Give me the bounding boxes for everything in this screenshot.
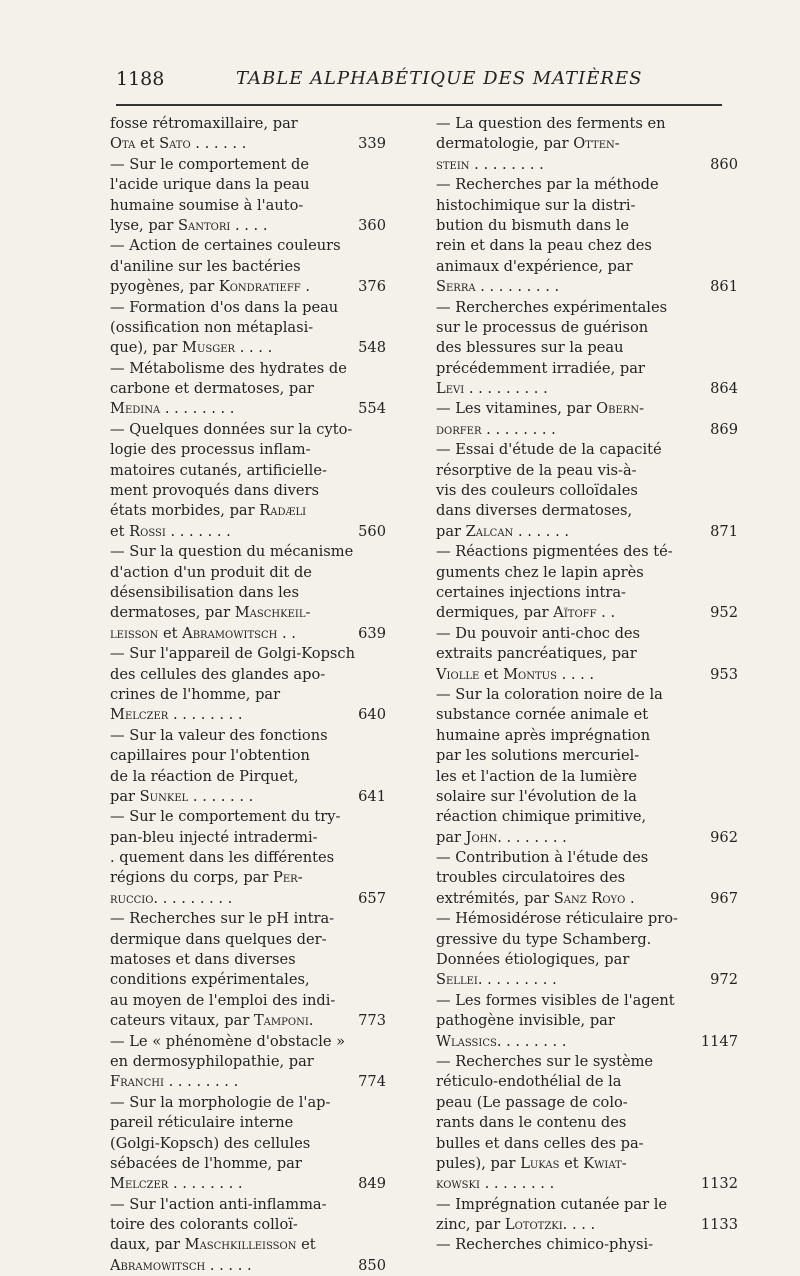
index-entry bbox=[110, 420, 386, 542]
entry-line: fosse rétromaxillaire, par bbox=[110, 115, 298, 132]
entry-line: Franchi . . . . . . . . bbox=[110, 1073, 239, 1091]
entry-line: matoires cutanés, artificielle- bbox=[110, 461, 327, 479]
entry-page-number: 860 bbox=[710, 155, 738, 173]
entry-page-number: 774 bbox=[358, 1073, 386, 1091]
entry-line: extrémités, par Sanz Royo . bbox=[436, 889, 635, 907]
index-entry bbox=[436, 440, 738, 542]
entry-page-number: 554 bbox=[358, 400, 386, 418]
entry-line: Sellei. . . . . . . . . bbox=[436, 971, 557, 989]
entry-line: — La question des ferments en bbox=[436, 115, 666, 132]
entry-line: pules), par Lukas et Kwiat- bbox=[436, 1154, 627, 1172]
entry-line: par John. . . . . . . . bbox=[436, 828, 567, 846]
entry-line: l'acide urique dans la peau bbox=[110, 176, 310, 194]
entry-line: des blessures sur la peau bbox=[436, 339, 624, 357]
entry-line: animaux d'expérience, par bbox=[436, 257, 633, 275]
index-entry bbox=[436, 298, 738, 400]
entry-line: guments chez le lapin après bbox=[436, 563, 644, 581]
entry-line: par Zalcan . . . . . . bbox=[436, 522, 569, 540]
entry-line: — Recherches chimico-physi- bbox=[436, 1236, 654, 1254]
entry-page-number: 1147 bbox=[700, 1032, 738, 1050]
entry-line: rein et dans la peau chez des bbox=[436, 237, 652, 255]
entry-page-number: 861 bbox=[710, 278, 738, 296]
index-entry bbox=[436, 114, 738, 175]
entry-line: (Golgi-Kopsch) des cellules bbox=[110, 1134, 311, 1152]
entry-line: par les solutions mercuriel- bbox=[436, 747, 640, 765]
entry-line: daux, par Maschkilleisson et bbox=[110, 1236, 316, 1254]
entry-line: gressive du type Schamberg. bbox=[436, 930, 652, 948]
entry-page-number: 548 bbox=[358, 339, 386, 357]
entry-line: — Sur la valeur des fonctions bbox=[110, 726, 328, 744]
entry-line: vis des couleurs colloïdales bbox=[436, 482, 638, 500]
index-entry bbox=[436, 175, 738, 297]
index-entry bbox=[436, 1052, 738, 1195]
entry-line: leisson et Abramowitsch . . bbox=[110, 624, 296, 642]
entry-line: cateurs vitaux, par Tamponi. bbox=[110, 1012, 314, 1030]
entry-line: dermiques, par Aïtoff . . bbox=[436, 604, 616, 622]
entry-page-number: 967 bbox=[710, 889, 738, 907]
entry-line: d'action d'un produit dit de bbox=[110, 563, 312, 581]
running-title: TABLE ALPHABÉTIQUE DES MATIÈRES bbox=[236, 68, 643, 89]
entry-line: — Recherches sur le système bbox=[436, 1052, 654, 1070]
entry-line: réticulo-endothélial de la bbox=[436, 1073, 622, 1091]
index-entry bbox=[110, 1093, 386, 1195]
entry-line: dorfer . . . . . . . . bbox=[436, 420, 556, 438]
entry-line: Melczer . . . . . . . . bbox=[110, 1175, 243, 1193]
right-column bbox=[436, 114, 738, 1256]
entry-line: bulles et dans celles des pa- bbox=[436, 1134, 644, 1152]
index-entry bbox=[110, 807, 386, 909]
entry-line: — Réactions pigmentées des té- bbox=[436, 543, 673, 561]
entry-line: conditions expérimentales, bbox=[110, 971, 310, 989]
entry-page-number: 850 bbox=[358, 1256, 386, 1274]
entry-line: — Imprégnation cutanée par le bbox=[436, 1195, 668, 1213]
entry-line: résorptive de la peau vis-à- bbox=[436, 461, 637, 479]
index-entry bbox=[436, 685, 738, 848]
entry-line: — Du pouvoir anti-choc des bbox=[436, 624, 641, 642]
entry-line: pan-bleu injecté intradermi- bbox=[110, 828, 318, 846]
page-header bbox=[116, 64, 722, 94]
entry-page-number: 849 bbox=[358, 1175, 386, 1193]
entry-line: — Hémosidérose réticulaire pro- bbox=[436, 910, 678, 928]
index-entry bbox=[110, 236, 386, 297]
entry-line: troubles circulatoires des bbox=[436, 869, 626, 887]
entry-page-number: 1133 bbox=[700, 1216, 738, 1234]
entry-line: — Les vitamines, par Obern- bbox=[436, 400, 644, 418]
entry-line: — Quelques données sur la cyto- bbox=[110, 420, 353, 438]
entry-page-number: 360 bbox=[358, 216, 386, 234]
index-entry bbox=[110, 644, 386, 726]
entry-line: d'aniline sur les bactéries bbox=[110, 257, 301, 275]
entry-page-number: 339 bbox=[358, 135, 386, 153]
entry-page-number: 640 bbox=[358, 706, 386, 724]
entry-line: — Les formes visibles de l'agent bbox=[436, 991, 675, 1009]
entry-line: crines de l'homme, par bbox=[110, 685, 281, 703]
entry-page-number: 639 bbox=[358, 624, 386, 642]
index-entry bbox=[436, 848, 738, 909]
entry-line: — Sur la question du mécanisme bbox=[110, 543, 354, 561]
entry-line: régions du corps, par Per- bbox=[110, 869, 303, 887]
entry-line: humaine soumise à l'auto- bbox=[110, 196, 304, 214]
entry-line: — Formation d'os dans la peau bbox=[110, 298, 339, 316]
index-entry bbox=[110, 1195, 386, 1276]
entry-line: désensibilisation dans les bbox=[110, 583, 299, 601]
entry-line: dans diverses dermatoses, bbox=[436, 502, 633, 520]
entry-page-number: 864 bbox=[710, 380, 738, 398]
entry-line: pyogènes, par Kondratieff . bbox=[110, 278, 310, 296]
entry-line: au moyen de l'emploi des indi- bbox=[110, 991, 336, 1009]
page-number: 1188 bbox=[116, 68, 165, 90]
entry-line: lyse, par Santori . . . . bbox=[110, 216, 268, 234]
entry-line: capillaires pour l'obtention bbox=[110, 747, 310, 765]
entry-page-number: 869 bbox=[710, 420, 738, 438]
entry-page-number: 972 bbox=[710, 971, 738, 989]
entry-line: par Sunkel . . . . . . . bbox=[110, 787, 254, 805]
entry-line: — Rercherches expérimentales bbox=[436, 298, 668, 316]
index-entry bbox=[436, 1235, 738, 1255]
index-entry bbox=[436, 1195, 738, 1236]
index-entry bbox=[436, 991, 738, 1052]
entry-line: précédemment irradiée, par bbox=[436, 359, 645, 377]
left-column bbox=[110, 114, 386, 1276]
entry-line: Abramowitsch . . . . . bbox=[110, 1256, 252, 1274]
index-entry bbox=[110, 542, 386, 644]
entry-line: Melczer . . . . . . . . bbox=[110, 706, 243, 724]
entry-page-number: 657 bbox=[358, 889, 386, 907]
entry-line: sur le processus de guérison bbox=[436, 318, 649, 336]
entry-line: — Sur le comportement de bbox=[110, 155, 309, 173]
entry-line: Levi . . . . . . . . . bbox=[436, 380, 548, 398]
entry-line: des cellules des glandes apo- bbox=[110, 665, 326, 683]
index-entry bbox=[436, 624, 738, 685]
entry-line: ruccio. . . . . . . . . bbox=[110, 889, 233, 907]
entry-page-number: 560 bbox=[358, 522, 386, 540]
entry-line: peau (Le passage de colo- bbox=[436, 1093, 628, 1111]
entry-line: toire des colorants colloï- bbox=[110, 1216, 298, 1234]
entry-line: histochimique sur la distri- bbox=[436, 196, 636, 214]
entry-line: — Sur la morphologie de l'ap- bbox=[110, 1093, 331, 1111]
entry-page-number: 773 bbox=[358, 1012, 386, 1030]
entry-page-number: 376 bbox=[358, 278, 386, 296]
entry-line: pareil réticulaire interne bbox=[110, 1114, 294, 1132]
entry-line: Wlassics. . . . . . . . bbox=[436, 1032, 567, 1050]
index-entry bbox=[110, 909, 386, 1031]
entry-line: dermique dans quelques der- bbox=[110, 930, 327, 948]
entry-line: dermatoses, par Maschkeil- bbox=[110, 604, 311, 622]
index-entry bbox=[110, 726, 386, 808]
entry-line: les et l'action de la lumière bbox=[436, 767, 637, 785]
entry-line: réaction chimique primitive, bbox=[436, 808, 647, 826]
entry-line: Violle et Montus . . . . bbox=[436, 665, 595, 683]
entry-line: — Le « phénomène d'obstacle » bbox=[110, 1032, 346, 1050]
header-rule bbox=[116, 104, 722, 106]
entry-line: bution du bismuth dans le bbox=[436, 216, 630, 234]
entry-line: et Rossi . . . . . . . bbox=[110, 522, 231, 540]
entry-line: — Sur l'action anti-inflamma- bbox=[110, 1195, 327, 1213]
entry-page-number: 952 bbox=[710, 604, 738, 622]
entry-line: ment provoqués dans divers bbox=[110, 482, 319, 500]
entry-line: pathogène invisible, par bbox=[436, 1012, 615, 1030]
entry-line: carbone et dermatoses, par bbox=[110, 380, 314, 398]
entry-line: humaine après imprégnation bbox=[436, 726, 651, 744]
entry-line: de la réaction de Pirquet, bbox=[110, 767, 299, 785]
entry-line: . quement dans les différentes bbox=[110, 849, 335, 867]
entry-line: — Recherches par la méthode bbox=[436, 176, 659, 194]
index-entry bbox=[110, 359, 386, 420]
entry-line: certaines injections intra- bbox=[436, 583, 626, 601]
entry-line: extraits pancréatiques, par bbox=[436, 645, 637, 663]
entry-line: — Sur l'appareil de Golgi-Kopsch bbox=[110, 645, 355, 663]
entry-line: — Sur la coloration noire de la bbox=[436, 685, 663, 703]
index-entry bbox=[110, 155, 386, 237]
entry-line: zinc, par Lototzki. . . . bbox=[436, 1216, 596, 1234]
entry-line: kowski . . . . . . . . bbox=[436, 1175, 555, 1193]
entry-line: substance cornée animale et bbox=[436, 706, 649, 724]
index-entry bbox=[436, 542, 738, 624]
entry-line: solaire sur l'évolution de la bbox=[436, 787, 637, 805]
entry-line: en dermosyphilopathie, par bbox=[110, 1052, 314, 1070]
entry-line: — Contribution à l'étude des bbox=[436, 849, 649, 867]
index-entry bbox=[110, 1032, 386, 1093]
index-entry bbox=[110, 298, 386, 359]
index-entry bbox=[436, 909, 738, 991]
entry-line: — Recherches sur le pH intra- bbox=[110, 910, 335, 928]
entry-page-number: 871 bbox=[710, 522, 738, 540]
entry-line: que), par Musger . . . . bbox=[110, 339, 273, 357]
entry-line: Medina . . . . . . . . bbox=[110, 400, 235, 418]
entry-line: — Essai d'étude de la capacité bbox=[436, 441, 662, 459]
entry-line: stein . . . . . . . . bbox=[436, 155, 544, 173]
entry-line: matoses et dans diverses bbox=[110, 951, 296, 969]
entry-page-number: 953 bbox=[710, 665, 738, 683]
index-entry bbox=[110, 114, 386, 155]
entry-line: (ossification non métaplasi- bbox=[110, 318, 314, 336]
entry-line: sébacées de l'homme, par bbox=[110, 1154, 302, 1172]
entry-line: — Métabolisme des hydrates de bbox=[110, 359, 347, 377]
entry-line: — Sur le comportement du try- bbox=[110, 808, 341, 826]
entry-line: Données étiologiques, par bbox=[436, 951, 630, 969]
entry-line: dermatologie, par Otten- bbox=[436, 135, 620, 153]
index-entry bbox=[436, 399, 738, 440]
entry-page-number: 641 bbox=[358, 787, 386, 805]
entry-line: rants dans le contenu des bbox=[436, 1114, 627, 1132]
entry-line: — Action de certaines couleurs bbox=[110, 237, 341, 255]
entry-page-number: 962 bbox=[710, 828, 738, 846]
entry-line: Serra . . . . . . . . . bbox=[436, 278, 560, 296]
entry-line: états morbides, par Radæli bbox=[110, 502, 307, 520]
entry-line: logie des processus inflam- bbox=[110, 441, 311, 459]
entry-page-number: 1132 bbox=[700, 1175, 738, 1193]
entry-line: Ota et Sato . . . . . . bbox=[110, 135, 247, 153]
